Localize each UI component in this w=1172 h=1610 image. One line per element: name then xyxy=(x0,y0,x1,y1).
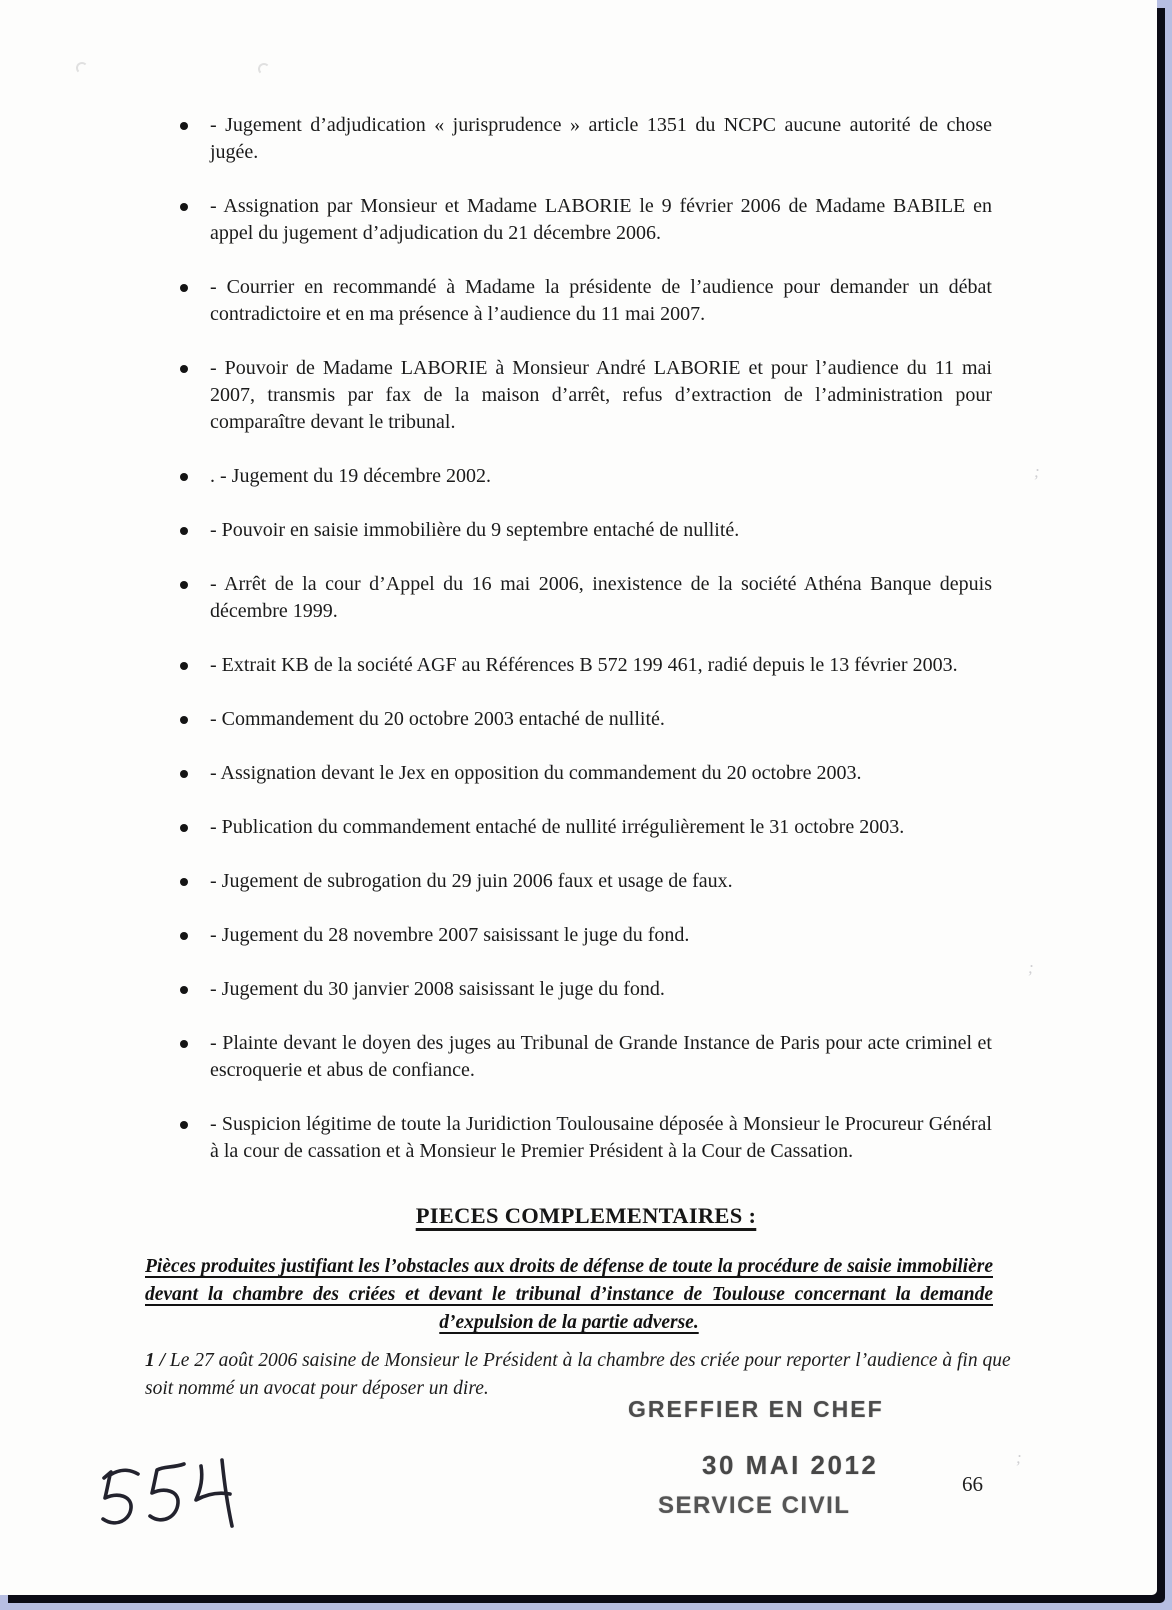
bullet-icon xyxy=(180,284,188,292)
bullet-icon xyxy=(180,1040,188,1048)
stamp-service-civil: SERVICE CIVIL xyxy=(658,1492,851,1519)
bullet-icon xyxy=(180,824,188,832)
scan-speck xyxy=(258,63,270,75)
list-item xyxy=(180,922,992,949)
bullet-icon xyxy=(180,770,188,778)
list-item-text: - Jugement du 28 novembre 2007 saisissant le juge du fond. xyxy=(210,924,690,946)
list-item-text: . - Jugement du 19 décembre 2002. xyxy=(210,465,492,487)
list-item xyxy=(180,571,992,625)
bullet-icon xyxy=(180,203,188,211)
list-item-text: - Suspicion légitime de toute la Juridiction Toulousaine déposée à Monsieur le Procureur Général à la cour de cassation et à Monsieur le Premier Président à la Cour de Cassation. xyxy=(210,1113,992,1162)
bullet-icon xyxy=(180,122,188,130)
list-item xyxy=(180,652,992,679)
list-item xyxy=(180,355,992,436)
list-item-text: - Publication du commandement entaché de nullité irrégulièrement le 31 octobre 2003. xyxy=(210,816,905,838)
page-number: 66 xyxy=(962,1472,983,1496)
list-item-text: - Extrait KB de la société AGF au Références B 572 199 461, radié depuis le 13 février 2003. xyxy=(210,654,958,676)
section-heading: PIECES COMPLEMENTAIRES : xyxy=(415,1203,757,1228)
footnote xyxy=(145,1347,1011,1403)
bullet-icon xyxy=(180,662,188,670)
list-item xyxy=(180,760,992,787)
list-item-text: - Assignation devant le Jex en opposition du commandement du 20 octobre 2003. xyxy=(210,762,862,784)
list-item xyxy=(180,274,992,328)
list-item xyxy=(180,463,992,490)
stamp-date: 30 MAI 2012 xyxy=(702,1450,879,1480)
bullet-icon xyxy=(180,986,188,994)
scan-artifact: ; xyxy=(1034,462,1040,481)
list-item-text: - Jugement du 30 janvier 2008 saisissant le juge du fond. xyxy=(210,978,665,1000)
list-item-text: - Jugement d’adjudication « jurisprudence » article 1351 du NCPC aucune autorité de chose jugée. xyxy=(210,114,992,163)
bullet-icon xyxy=(180,716,188,724)
scan-artifact: ; xyxy=(1028,958,1034,977)
list-item-text: - Pouvoir de Madame LABORIE à Monsieur André LABORIE et pour l’audience du 11 mai 2007, transmis par fax de la maison d’arrêt, refus d’extraction de l’administration pour comparaître devant le tribunal. xyxy=(210,357,992,433)
scan-speck xyxy=(76,62,88,74)
list-item xyxy=(180,1111,992,1165)
stamp-greffier-en-chef: GREFFIER EN CHEF xyxy=(628,1396,884,1422)
bullet-icon xyxy=(180,365,188,373)
document-body xyxy=(145,112,1011,1403)
list-item xyxy=(180,976,992,1003)
footnote-text: Le 27 août 2006 saisine de Monsieur le Président à la chambre des criée pour reporter l’audience à fin que soit nommé un avocat pour déposer un dire. xyxy=(145,1350,1011,1399)
list-item-text: - Courrier en recommandé à Madame la présidente de l’audience pour demander un débat contradictoire et en ma présence à l’audience du 11 mai 2007. xyxy=(210,276,992,325)
footnote-number: 1 / xyxy=(145,1350,166,1371)
list-item-text: - Jugement de subrogation du 29 juin 2006 faux et usage de faux. xyxy=(210,870,733,892)
list-item xyxy=(180,1030,992,1084)
bullet-icon xyxy=(180,878,188,886)
list-item-text: - Plainte devant le doyen des juges au Tribunal de Grande Instance de Paris pour acte criminel et escroquerie et abus de confiance. xyxy=(210,1032,992,1081)
list-item xyxy=(180,706,992,733)
bullet-icon xyxy=(180,932,188,940)
bullet-icon xyxy=(180,581,188,589)
list-item xyxy=(180,814,992,841)
handwritten-number-554 xyxy=(98,1448,258,1563)
list-item-text: - Commandement du 20 octobre 2003 entaché de nullité. xyxy=(210,708,665,730)
scan-artifact: ; xyxy=(1016,1448,1022,1467)
list-item-text: - Pouvoir en saisie immobilière du 9 septembre entaché de nullité. xyxy=(210,519,740,541)
bullet-icon xyxy=(180,473,188,481)
list-item xyxy=(180,112,992,166)
list-item xyxy=(180,517,992,544)
list-item xyxy=(180,868,992,895)
bullet-icon xyxy=(180,1121,188,1129)
list-item-text: - Assignation par Monsieur et Madame LABORIE le 9 février 2006 de Madame BABILE en appel du jugement d’adjudication du 21 décembre 2006. xyxy=(210,195,992,244)
subtitle: Pièces produites justifiant les l’obstacles aux droits de défense de toute la procédure de saisie immobilière devant la chambre des criées et devant le tribunal d’instance de Toulouse concernant la demande d’expulsion de la partie adverse. xyxy=(145,1256,993,1333)
list-item xyxy=(180,193,992,247)
list-item-text: - Arrêt de la cour d’Appel du 16 mai 2006, inexistence de la société Athéna Banque depuis décembre 1999. xyxy=(210,573,992,622)
bullet-icon xyxy=(180,527,188,535)
bullet-list xyxy=(180,112,992,1165)
